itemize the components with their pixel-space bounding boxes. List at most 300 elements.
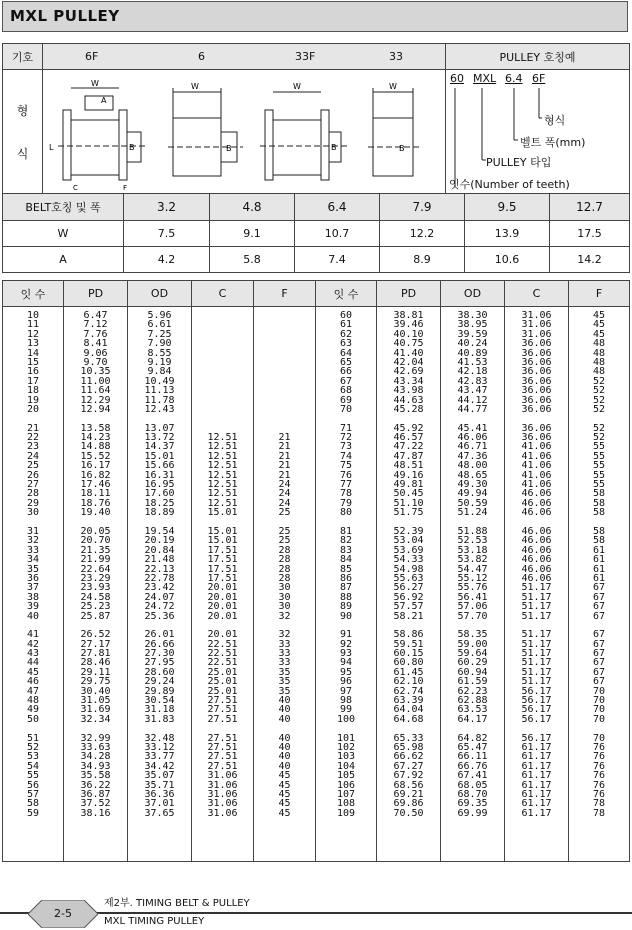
table-cell: 35 bbox=[26, 563, 40, 575]
table-cell: 28 bbox=[278, 554, 291, 566]
table-cell: 20.01 bbox=[207, 582, 238, 594]
table-cell: 58 bbox=[592, 507, 606, 519]
table-cell: 41.06 bbox=[521, 441, 552, 453]
table-cell: 18 bbox=[26, 385, 40, 397]
footer-subtitle: MXL TIMING PULLEY bbox=[104, 916, 205, 927]
table-cell: 41 bbox=[26, 629, 40, 641]
dim-l-label: L bbox=[49, 143, 54, 152]
table-cell: 61.17 bbox=[521, 770, 552, 782]
table-cell: 20.01 bbox=[207, 610, 238, 622]
table-cell: 85 bbox=[339, 563, 353, 575]
dim-w-label-6: W bbox=[191, 82, 199, 91]
table-cell: 13.72 bbox=[144, 432, 175, 444]
table-cell: 12.51 bbox=[207, 460, 238, 472]
table-cell: 82 bbox=[339, 535, 353, 547]
table-cell: 22.13 bbox=[144, 563, 175, 575]
table-cell: 73 bbox=[339, 441, 353, 453]
table-cell: 23.42 bbox=[144, 582, 175, 594]
table-cell: 18.11 bbox=[80, 488, 111, 500]
table-cell: 64.82 bbox=[457, 732, 488, 744]
table-cell: 56.41 bbox=[457, 591, 488, 603]
table-cell: 21.48 bbox=[144, 554, 175, 566]
table-cell: 21 bbox=[278, 460, 291, 472]
table-cell: 15.01 bbox=[144, 450, 175, 462]
table-cell: 27.51 bbox=[207, 760, 238, 772]
page-number: 2-5 bbox=[54, 907, 72, 920]
designation-example bbox=[446, 70, 630, 195]
table-cell: 20.01 bbox=[207, 601, 238, 613]
table-cell: 62.74 bbox=[393, 685, 424, 697]
designation-part-teeth: 60 bbox=[450, 72, 464, 85]
designation-header: PULLEY 호칭예 bbox=[446, 44, 630, 70]
table-cell: 16.17 bbox=[80, 460, 111, 472]
table-cell: 21 bbox=[26, 422, 40, 434]
col-c-right bbox=[505, 307, 569, 862]
designation-leaders bbox=[446, 70, 630, 191]
table-cell: 59.00 bbox=[457, 638, 488, 650]
table-cell: 29 bbox=[26, 497, 40, 509]
dim-w-label: W bbox=[91, 79, 99, 88]
table-cell: 54.33 bbox=[393, 554, 424, 566]
table-cell: 52 bbox=[592, 422, 606, 434]
table-cell: 67.41 bbox=[457, 770, 488, 782]
table-cell: 106 bbox=[336, 779, 356, 791]
table-cell: 81 bbox=[339, 525, 353, 537]
table-cell: 76 bbox=[592, 788, 606, 800]
table-cell: 23 bbox=[26, 441, 40, 453]
table-cell: 20.01 bbox=[207, 591, 238, 603]
belt-row-a bbox=[3, 247, 630, 273]
table-cell: 51.17 bbox=[521, 610, 552, 622]
table-cell: 50.59 bbox=[457, 497, 488, 509]
table-cell: 15.01 bbox=[207, 535, 238, 547]
table-cell: 67 bbox=[592, 676, 606, 688]
table-cell: 60.15 bbox=[393, 648, 424, 660]
table-cell: 11.00 bbox=[80, 375, 111, 387]
pulley-drawings-svg bbox=[43, 70, 446, 191]
table-cell: 53.69 bbox=[393, 544, 424, 556]
table-cell bbox=[254, 349, 315, 358]
table-cell: 21 bbox=[278, 432, 291, 444]
table-cell: 48.00 bbox=[457, 460, 488, 472]
belt-cell: 5.8 bbox=[210, 247, 295, 273]
row-group bbox=[192, 527, 253, 621]
table-cell: 39 bbox=[26, 601, 40, 613]
row-group bbox=[316, 527, 376, 621]
table-cell: 68 bbox=[339, 385, 353, 397]
table-cell bbox=[192, 396, 253, 405]
dim-w-label-33: W bbox=[389, 82, 397, 91]
table-cell: 10.49 bbox=[144, 375, 175, 387]
table-cell: 39.46 bbox=[393, 319, 424, 331]
table-cell: 94 bbox=[339, 657, 353, 669]
table-cell: 31.06 bbox=[521, 319, 552, 331]
designation-label-teeth: 잇수(Number of teeth) bbox=[449, 178, 570, 191]
table-cell: 45.92 bbox=[393, 422, 424, 434]
belt-size: 3.2 bbox=[124, 194, 210, 221]
table-cell: 20.05 bbox=[80, 525, 111, 537]
col-header: 잇 수 bbox=[316, 281, 377, 307]
table-cell: 17.46 bbox=[80, 479, 111, 491]
row-group bbox=[254, 734, 315, 819]
table-cell: 25 bbox=[278, 507, 291, 519]
table-cell: 43.34 bbox=[393, 375, 424, 387]
table-cell: 31.18 bbox=[144, 704, 175, 716]
table-cell: 16.95 bbox=[144, 479, 175, 491]
table-cell: 46.06 bbox=[521, 507, 552, 519]
table-cell: 51.17 bbox=[521, 601, 552, 613]
table-cell: 49.16 bbox=[393, 469, 424, 481]
table-cell: 55 bbox=[592, 469, 606, 481]
col-header: PD bbox=[377, 281, 441, 307]
table-cell bbox=[192, 339, 253, 348]
table-cell bbox=[254, 339, 315, 348]
table-cell: 34.42 bbox=[144, 760, 175, 772]
table-cell: 42.04 bbox=[393, 356, 424, 368]
table-cell: 15.01 bbox=[207, 507, 238, 519]
table-cell bbox=[254, 358, 315, 367]
table-cell: 22.51 bbox=[207, 638, 238, 650]
table-cell: 71 bbox=[339, 422, 353, 434]
table-cell: 41.06 bbox=[521, 469, 552, 481]
table-cell: 25 bbox=[26, 460, 40, 472]
table-cell: 36.06 bbox=[521, 385, 552, 397]
table-cell: 46.06 bbox=[521, 488, 552, 500]
row-group bbox=[505, 527, 568, 621]
table-cell: 31.69 bbox=[80, 704, 111, 716]
table-cell: 56.27 bbox=[393, 582, 424, 594]
table-cell: 36.06 bbox=[521, 347, 552, 359]
table-cell: 52 bbox=[592, 375, 606, 387]
table-cell: 36.06 bbox=[521, 338, 552, 350]
table-cell: 53.04 bbox=[393, 535, 424, 547]
table-cell: 56.17 bbox=[521, 732, 552, 744]
table-cell: 8.55 bbox=[147, 347, 172, 359]
table-cell: 36.87 bbox=[80, 788, 111, 800]
table-cell: 43 bbox=[26, 648, 40, 660]
table-cell: 22.51 bbox=[207, 648, 238, 660]
table-cell: 61 bbox=[592, 572, 606, 584]
table-cell: 59 bbox=[26, 807, 40, 819]
belt-width-table bbox=[2, 193, 630, 273]
pulley-drawings bbox=[43, 70, 446, 195]
table-cell: 56.17 bbox=[521, 704, 552, 716]
table-cell: 40 bbox=[278, 713, 291, 725]
table-cell: 16.82 bbox=[80, 469, 111, 481]
table-cell bbox=[192, 311, 253, 320]
table-cell: 51.17 bbox=[521, 629, 552, 641]
row-group bbox=[377, 527, 440, 621]
table-cell: 67 bbox=[592, 601, 606, 613]
col-header: C bbox=[505, 281, 569, 307]
col-c-left bbox=[192, 307, 254, 862]
table-cell: 47.22 bbox=[393, 441, 424, 453]
col-header: 잇 수 bbox=[3, 281, 64, 307]
table-cell: 68.56 bbox=[393, 779, 424, 791]
table-cell: 32.99 bbox=[80, 732, 111, 744]
table-cell: 7.76 bbox=[83, 328, 108, 340]
table-cell: 30.54 bbox=[144, 695, 175, 707]
table-cell: 72 bbox=[339, 432, 353, 444]
table-cell: 25.01 bbox=[207, 666, 238, 678]
type-header-row bbox=[43, 44, 446, 70]
col-pd-right bbox=[377, 307, 441, 862]
table-cell: 47.87 bbox=[393, 450, 424, 462]
table-cell: 61.17 bbox=[521, 760, 552, 772]
table-cell: 36.06 bbox=[521, 394, 552, 406]
table-cell: 49.94 bbox=[457, 488, 488, 500]
table-cell: 22.51 bbox=[207, 657, 238, 669]
table-cell: 20.01 bbox=[207, 629, 238, 641]
table-cell: 45 bbox=[278, 779, 291, 791]
table-cell: 32.34 bbox=[80, 713, 111, 725]
table-cell: 35.71 bbox=[144, 779, 175, 791]
table-cell: 46.06 bbox=[457, 432, 488, 444]
table-cell: 67 bbox=[592, 591, 606, 603]
table-cell: 12.43 bbox=[144, 403, 175, 415]
table-cell: 60 bbox=[339, 310, 353, 321]
col-teeth-right bbox=[316, 307, 377, 862]
table-cell: 58 bbox=[592, 525, 606, 537]
table-cell: 34.28 bbox=[80, 751, 111, 763]
table-cell: 27.81 bbox=[80, 648, 111, 660]
table-cell: 38.95 bbox=[457, 319, 488, 331]
table-cell: 55 bbox=[592, 441, 606, 453]
table-cell bbox=[254, 377, 315, 386]
table-cell: 40 bbox=[278, 704, 291, 716]
table-cell: 30 bbox=[278, 582, 291, 594]
table-cell: 67 bbox=[592, 610, 606, 622]
row-group bbox=[569, 527, 629, 621]
table-cell: 41.40 bbox=[393, 347, 424, 359]
belt-cell: 13.9 bbox=[465, 221, 550, 247]
table-cell: 31.06 bbox=[207, 770, 238, 782]
table-cell: 7.25 bbox=[147, 328, 172, 340]
row-group bbox=[569, 311, 629, 414]
table-cell: 51.17 bbox=[521, 666, 552, 678]
table-cell: 7.90 bbox=[147, 338, 172, 350]
col-f-left bbox=[254, 307, 316, 862]
table-cell: 18.89 bbox=[144, 507, 175, 519]
table-cell: 41.06 bbox=[521, 460, 552, 472]
table-cell bbox=[192, 320, 253, 329]
table-cell: 5.96 bbox=[147, 310, 172, 321]
table-cell: 51.88 bbox=[457, 525, 488, 537]
table-cell: 49 bbox=[26, 704, 40, 716]
table-cell: 20.84 bbox=[144, 544, 175, 556]
col-header: F bbox=[569, 281, 630, 307]
table-cell: 31 bbox=[26, 525, 40, 537]
table-cell: 40.75 bbox=[393, 338, 424, 350]
table-cell: 10 bbox=[26, 310, 40, 321]
table-cell: 55 bbox=[592, 479, 606, 491]
table-cell: 38 bbox=[26, 591, 40, 603]
table-cell: 61 bbox=[592, 554, 606, 566]
table-cell: 52 bbox=[592, 385, 606, 397]
table-cell: 61.17 bbox=[521, 751, 552, 763]
table-cell: 33.77 bbox=[144, 751, 175, 763]
table-cell: 46.57 bbox=[393, 432, 424, 444]
table-cell: 55.12 bbox=[457, 572, 488, 584]
table-cell: 40 bbox=[278, 732, 291, 744]
table-cell: 58 bbox=[592, 535, 606, 547]
table-cell: 27.51 bbox=[207, 741, 238, 753]
table-cell: 105 bbox=[336, 770, 356, 782]
table-cell: 36.06 bbox=[521, 432, 552, 444]
table-cell: 26.66 bbox=[144, 638, 175, 650]
table-cell: 24 bbox=[278, 488, 291, 500]
table-cell: 27.30 bbox=[144, 648, 175, 660]
col-header: OD bbox=[441, 281, 505, 307]
table-cell: 49.30 bbox=[457, 479, 488, 491]
table-cell: 58.21 bbox=[393, 610, 424, 622]
belt-header-label: BELT호칭 및 폭 bbox=[3, 194, 124, 221]
table-cell: 42.18 bbox=[457, 366, 488, 378]
table-cell: 91 bbox=[339, 629, 353, 641]
table-cell: 48 bbox=[26, 695, 40, 707]
table-cell: 47 bbox=[26, 685, 40, 697]
table-cell: 76 bbox=[592, 751, 606, 763]
table-cell: 42 bbox=[26, 638, 40, 650]
col-header: C bbox=[192, 281, 254, 307]
table-cell: 40.10 bbox=[393, 328, 424, 340]
row-group bbox=[128, 630, 191, 724]
table-cell: 46.06 bbox=[521, 525, 552, 537]
belt-header-row bbox=[3, 194, 630, 221]
belt-cell: 17.5 bbox=[550, 221, 630, 247]
dimension-body-row bbox=[3, 307, 630, 862]
table-cell: 55 bbox=[592, 460, 606, 472]
table-cell: 18.25 bbox=[144, 497, 175, 509]
table-cell: 38.16 bbox=[80, 807, 111, 819]
table-cell: 75 bbox=[339, 460, 353, 472]
table-cell: 21 bbox=[278, 450, 291, 462]
table-cell: 67 bbox=[592, 582, 606, 594]
table-cell: 61.17 bbox=[521, 779, 552, 791]
table-cell: 45 bbox=[592, 319, 606, 331]
table-cell: 61.45 bbox=[393, 666, 424, 678]
table-cell: 37.65 bbox=[144, 807, 175, 819]
belt-cell: 10.6 bbox=[465, 247, 550, 273]
table-cell: 65 bbox=[339, 356, 353, 368]
table-cell: 34 bbox=[26, 554, 40, 566]
table-cell: 57.57 bbox=[393, 601, 424, 613]
table-cell: 27 bbox=[26, 479, 40, 491]
row-group bbox=[316, 630, 376, 724]
row-group bbox=[64, 311, 127, 414]
row-group bbox=[3, 630, 63, 724]
belt-row-label: A bbox=[3, 247, 124, 273]
table-cell: 25.01 bbox=[207, 676, 238, 688]
table-cell: 67.27 bbox=[393, 760, 424, 772]
table-cell: 18.76 bbox=[80, 497, 111, 509]
table-cell: 7.12 bbox=[83, 319, 108, 331]
table-cell: 93 bbox=[339, 648, 353, 660]
table-cell: 48 bbox=[592, 366, 606, 378]
table-cell: 12.51 bbox=[207, 441, 238, 453]
table-cell: 32 bbox=[278, 629, 291, 641]
table-cell: 35.07 bbox=[144, 770, 175, 782]
row-group bbox=[254, 630, 315, 724]
pulley-dimension-table bbox=[2, 280, 630, 862]
table-cell: 35 bbox=[278, 666, 291, 678]
table-cell: 67 bbox=[339, 375, 353, 387]
table-cell: 43.47 bbox=[457, 385, 488, 397]
row-group bbox=[3, 734, 63, 819]
table-cell: 51.17 bbox=[521, 648, 552, 660]
table-cell: 78 bbox=[592, 798, 606, 810]
table-cell: 27.51 bbox=[207, 695, 238, 707]
row-group bbox=[64, 424, 127, 518]
table-cell: 20.70 bbox=[80, 535, 111, 547]
page-title: MXL PULLEY bbox=[10, 7, 120, 25]
table-cell: 67 bbox=[592, 666, 606, 678]
table-cell: 51.24 bbox=[457, 507, 488, 519]
table-cell: 87 bbox=[339, 582, 353, 594]
table-cell: 21.99 bbox=[80, 554, 111, 566]
table-cell: 76 bbox=[339, 469, 353, 481]
belt-size: 9.5 bbox=[465, 194, 550, 221]
table-cell: 69.86 bbox=[393, 798, 424, 810]
table-cell bbox=[192, 349, 253, 358]
table-cell: 9.06 bbox=[83, 347, 108, 359]
table-cell bbox=[192, 377, 253, 386]
table-cell: 46.06 bbox=[521, 572, 552, 584]
table-cell: 100 bbox=[336, 713, 356, 725]
table-cell: 67 bbox=[592, 638, 606, 650]
table-cell: 97 bbox=[339, 685, 353, 697]
table-cell: 9.84 bbox=[147, 366, 172, 378]
table-cell: 9.70 bbox=[83, 356, 108, 368]
table-cell: 65.98 bbox=[393, 741, 424, 753]
row-group bbox=[128, 734, 191, 819]
table-cell: 29.89 bbox=[144, 685, 175, 697]
table-cell: 69.99 bbox=[457, 807, 488, 819]
type-6-label: 6 bbox=[198, 50, 205, 63]
table-cell: 65.33 bbox=[393, 732, 424, 744]
table-cell: 61.17 bbox=[521, 788, 552, 800]
table-cell: 55.63 bbox=[393, 572, 424, 584]
table-cell: 17.51 bbox=[207, 554, 238, 566]
dimension-header-row bbox=[3, 281, 630, 307]
table-cell: 52 bbox=[592, 432, 606, 444]
row-group bbox=[3, 527, 63, 621]
belt-cell: 8.9 bbox=[380, 247, 465, 273]
table-cell: 60.94 bbox=[457, 666, 488, 678]
table-cell: 33 bbox=[26, 544, 40, 556]
table-cell: 21 bbox=[278, 469, 291, 481]
table-cell: 24.58 bbox=[80, 591, 111, 603]
type-33-label: 33 bbox=[389, 50, 403, 63]
table-cell: 40 bbox=[278, 741, 291, 753]
table-cell: 17.51 bbox=[207, 572, 238, 584]
table-cell: 33.63 bbox=[80, 741, 111, 753]
table-cell: 28 bbox=[26, 488, 40, 500]
table-cell: 24 bbox=[278, 479, 291, 491]
table-cell: 33.12 bbox=[144, 741, 175, 753]
table-cell: 42.69 bbox=[393, 366, 424, 378]
table-cell: 48 bbox=[592, 347, 606, 359]
table-cell: 36.06 bbox=[521, 366, 552, 378]
table-cell: 22 bbox=[26, 432, 40, 444]
dim-w-label-33f: W bbox=[293, 82, 301, 91]
table-cell: 31.83 bbox=[144, 713, 175, 725]
table-cell: 25.87 bbox=[80, 610, 111, 622]
table-cell: 41.06 bbox=[521, 479, 552, 491]
table-cell: 30 bbox=[26, 507, 40, 519]
col-header: F bbox=[254, 281, 316, 307]
table-cell: 57.70 bbox=[457, 610, 488, 622]
